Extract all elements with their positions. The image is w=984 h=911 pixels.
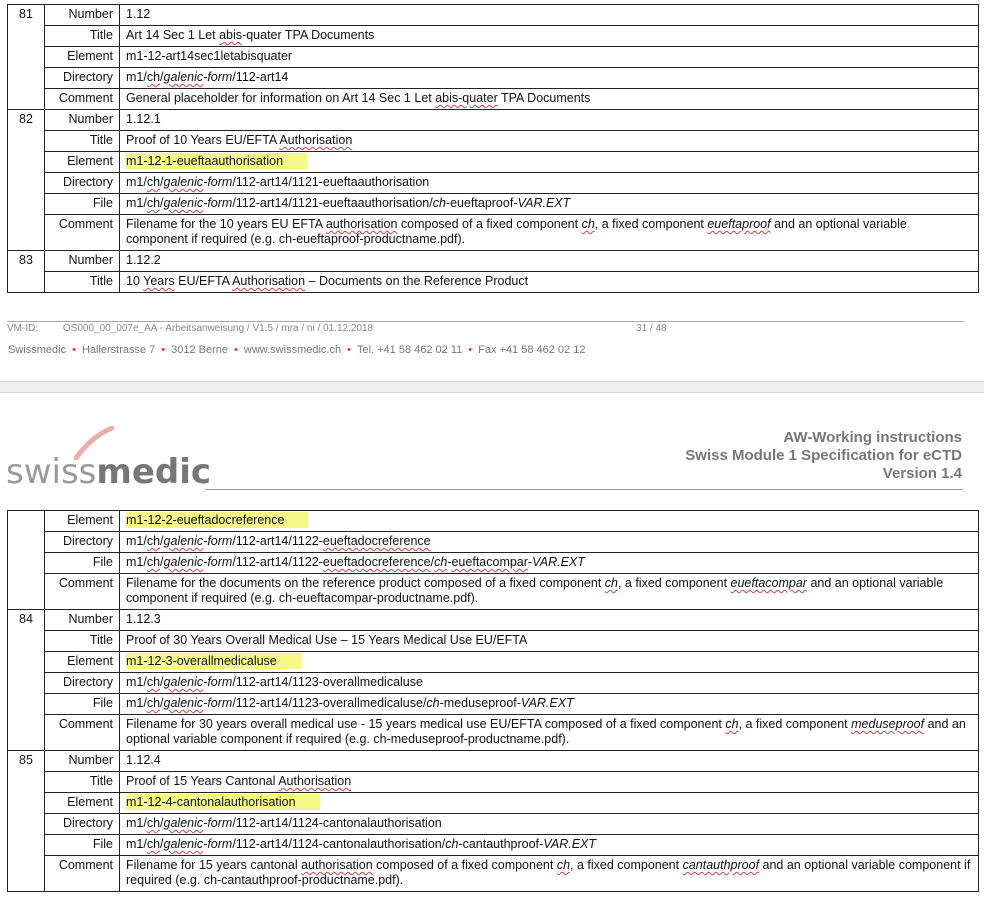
table-row [8, 793, 979, 814]
field-value: Filename for the 10 years EU EFTA authorisation composed of a fixed component ch, a fixed component eueftaproof and an optional variable component if required (e.g. ch-eueftaproof-productname.pdf). [120, 215, 979, 251]
table-row [8, 68, 979, 89]
page-break [0, 381, 984, 393]
field-label: Directory [45, 814, 120, 835]
table-row [8, 110, 979, 131]
entry-number: 85 [8, 751, 45, 892]
table-row [8, 694, 979, 715]
field-value: m1/ch/galenic-form/112-art14/1124-cantonalauthorisation/ch-cantauthproof-VAR.EXT [120, 835, 979, 856]
entry-number: 83 [8, 251, 45, 293]
field-label: Title [45, 272, 120, 293]
field-value: m1/ch/galenic-form/112-art14 [120, 68, 979, 89]
page-number: 31 / 48 [636, 323, 667, 334]
table-row [8, 772, 979, 793]
field-value: Filename for 15 years cantonal authorisation composed of a fixed component ch, a fixed component cantauthproof and an optional variable component if required (e.g. ch-cantauthproof-productname.pdf). [120, 856, 979, 892]
field-label: Directory [45, 532, 120, 553]
table-row [8, 751, 979, 772]
highlighted-element-name: m1-12-1-eueftaauthorisation [126, 153, 307, 169]
field-label: Comment [45, 856, 120, 892]
table-row [8, 131, 979, 152]
table-row [8, 856, 979, 892]
table-row [8, 652, 979, 673]
field-value: m1/ch/galenic-form/112-art14/1122-eueftadocreference/ch-eueftacompar-VAR.EXT [120, 553, 979, 574]
field-label: File [45, 194, 120, 215]
table-row [8, 173, 979, 194]
table-row [8, 47, 979, 68]
org-name: Swissmedic [8, 344, 67, 356]
field-value [120, 152, 979, 173]
field-value: m1/ch/galenic-form/112-art14/1124-cantonalauthorisation [120, 814, 979, 835]
field-value: 1.12.3 [120, 610, 979, 631]
field-label: File [45, 835, 120, 856]
header-line-2: Swiss Module 1 Specification for eCTD [685, 447, 962, 464]
header-rule [205, 489, 963, 490]
table-row [8, 272, 979, 293]
field-value: m1/ch/galenic-form/112-art14/1123-overallmedicaluse/ch-meduseproof-VAR.EXT [120, 694, 979, 715]
entry-number [8, 511, 45, 610]
fax: Fax +41 58 462 02 12 [478, 344, 586, 356]
field-label: Title [45, 26, 120, 47]
swissmedic-logo [6, 426, 212, 492]
field-label: Directory [45, 673, 120, 694]
field-label: Number [45, 5, 120, 26]
table-row [8, 610, 979, 631]
logo-text-medic: medic [96, 452, 212, 492]
field-label: Number [45, 110, 120, 131]
field-label: Comment [45, 715, 120, 751]
table-row [8, 553, 979, 574]
field-label: Element [45, 152, 120, 173]
field-value: General placeholder for information on Art 14 Sec 1 Let abis-quater TPA Documents [120, 89, 979, 110]
field-label: Title [45, 772, 120, 793]
field-value: Proof of 10 Years EU/EFTA Authorisation [120, 131, 979, 152]
logo-text-swiss: swiss [6, 452, 97, 492]
spec-table-top [7, 4, 979, 293]
phone: Tel. +41 58 462 02 11 [356, 344, 463, 356]
field-label: Element [45, 47, 120, 68]
table-row [8, 532, 979, 553]
field-label: Title [45, 131, 120, 152]
header-line-1: AW-Working instructions [783, 429, 962, 446]
street: Hallerstrasse 7 [81, 344, 156, 356]
vm-id-label: VM-ID: [7, 323, 39, 334]
table-row [8, 26, 979, 47]
field-label: Number [45, 610, 120, 631]
table-row [8, 251, 979, 272]
table-row [8, 5, 979, 26]
page-header [685, 429, 962, 483]
field-label: Comment [45, 215, 120, 251]
field-value [120, 511, 979, 532]
entry-number: 84 [8, 610, 45, 751]
field-value: 1.12.4 [120, 751, 979, 772]
spec-table-bottom [7, 510, 979, 892]
field-label: Element [45, 511, 120, 532]
table-row [8, 89, 979, 110]
field-label: Number [45, 751, 120, 772]
field-label: Title [45, 631, 120, 652]
footer-docref [7, 321, 964, 334]
field-value [120, 793, 979, 814]
field-value: Filename for the documents on the reference product composed of a fixed component ch, a fixed component eueftacompar and an optional variable component if required (e.g. ch-eueftacompar-productname.pdf). [120, 574, 979, 610]
field-value: m1/ch/galenic-form/112-art14/1121-eueftaauthorisation/ch-eueftaproof-VAR.EXT [120, 194, 979, 215]
field-label: Comment [45, 574, 120, 610]
table-row [8, 152, 979, 173]
field-value: 1.12.1 [120, 110, 979, 131]
field-value: Filename for 30 years overall medical use - 15 years medical use EU/EFTA composed of a fixed component ch, a fixed component meduseproof and an optional variable component if required (e.g. ch-meduseproof-productname.pdf). [120, 715, 979, 751]
field-value: m1/ch/galenic-form/112-art14/1122-eueftadocreference [120, 532, 979, 553]
table-row [8, 673, 979, 694]
field-label: Directory [45, 173, 120, 194]
highlighted-element-name: m1-12-3-overallmedicaluse [126, 653, 301, 669]
field-value: m1-12-art14sec1letabisquater [120, 47, 979, 68]
entry-number: 81 [8, 5, 45, 110]
table-row [8, 631, 979, 652]
field-label: File [45, 694, 120, 715]
table-row [8, 715, 979, 751]
highlighted-element-name: m1-12-2-eueftadocreference [126, 512, 308, 528]
website: www.swissmedic.ch [243, 344, 342, 356]
field-label: Element [45, 793, 120, 814]
highlighted-element-name: m1-12-4-cantonalauthorisation [126, 794, 320, 810]
field-label: Element [45, 652, 120, 673]
field-value: Proof of 15 Years Cantonal Authorisation [120, 772, 979, 793]
field-label: File [45, 553, 120, 574]
table-row [8, 215, 979, 251]
field-value: 1.12 [120, 5, 979, 26]
table-row [8, 835, 979, 856]
field-value: m1/ch/galenic-form/112-art14/1121-eueftaauthorisation [120, 173, 979, 194]
field-value: m1/ch/galenic-form/112-art14/1123-overallmedicaluse [120, 673, 979, 694]
field-label: Directory [45, 68, 120, 89]
table-row [8, 194, 979, 215]
field-value: Proof of 30 Years Overall Medical Use – 15 Years Medical Use EU/EFTA [120, 631, 979, 652]
field-value: Art 14 Sec 1 Let abis-quater TPA Documents [120, 26, 979, 47]
table-row [8, 574, 979, 610]
table-row [8, 814, 979, 835]
field-label: Number [45, 251, 120, 272]
field-value: 10 Years EU/EFTA Authorisation – Documents on the Reference Product [120, 272, 979, 293]
city: 3012 Berne [171, 344, 229, 356]
footer-address: Swissmedic • Hallerstrasse 7 • 3012 Berne • www.swissmedic.ch • Tel. +41 58 462 02 11 • Fax +41 58 462 02 12 [8, 344, 586, 356]
entry-number: 82 [8, 110, 45, 251]
header-line-3: Version 1.4 [882, 465, 962, 482]
table-row [8, 511, 979, 532]
field-value: 1.12.2 [120, 251, 979, 272]
field-label: Comment [45, 89, 120, 110]
field-value [120, 652, 979, 673]
doc-reference: OS000_00_007e_AA - Arbeitsanweisung / V1.5 / mra / ni / 01.12.2018 [62, 323, 374, 334]
